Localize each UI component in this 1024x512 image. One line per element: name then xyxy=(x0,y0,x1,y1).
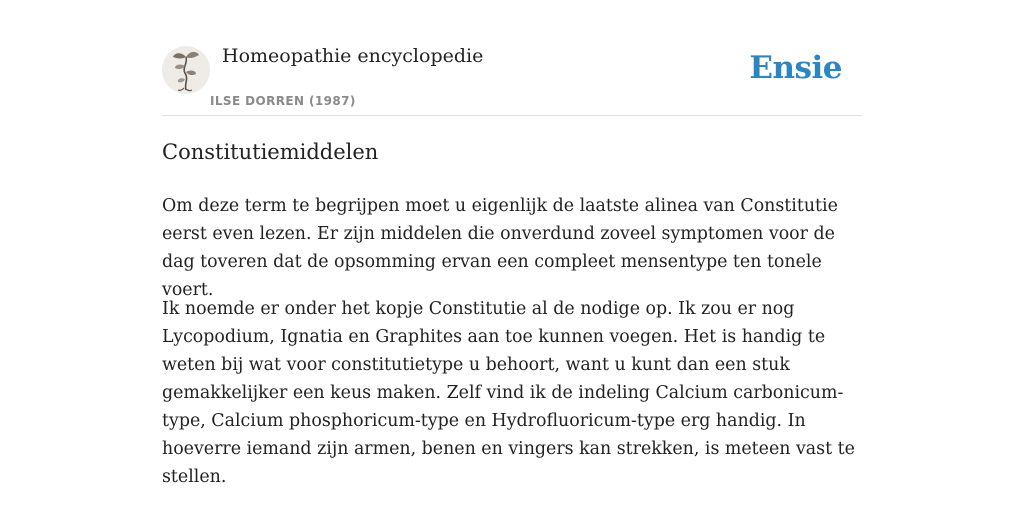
article-title: Constitutiemiddelen xyxy=(162,140,379,164)
book-title[interactable]: Homeopathie encyclopedie xyxy=(222,45,484,67)
paragraph-2: Ik noemde er onder het kopje Constitutie al de nodige op. Ik zou er nog Lycopodium, Ignatia en Graphites aan toe kunnen voegen. Het is handig te weten bij wat voor constitutietype u behoort, want u kunt dan een stuk gemakkelijker een keus maken. Zelf vind ik de indeling Calcium carbonicum-type, Calcium phosphoricum-type en Hydrofluoricum-type erg handig. In hoeverre iemand zijn armen, benen en vingers kan strekken, is meteen vast te stellen. xyxy=(162,299,855,487)
header xyxy=(162,0,862,116)
page xyxy=(162,0,862,487)
author-label: ILSE DORREN (1987) xyxy=(210,94,356,108)
paragraph-1: Om deze term te begrijpen moet u eigenlijk de laatste alinea van Constitutie eerst even lezen. Er zijn middelen die onverdund zoveel symptomen voor de dag toveren dat de opsomming ervan een compleet mensentype ten tonele voert. xyxy=(162,196,838,300)
brand-logo-link[interactable]: Ensie xyxy=(749,50,842,86)
plant-illustration-icon[interactable] xyxy=(162,46,210,94)
